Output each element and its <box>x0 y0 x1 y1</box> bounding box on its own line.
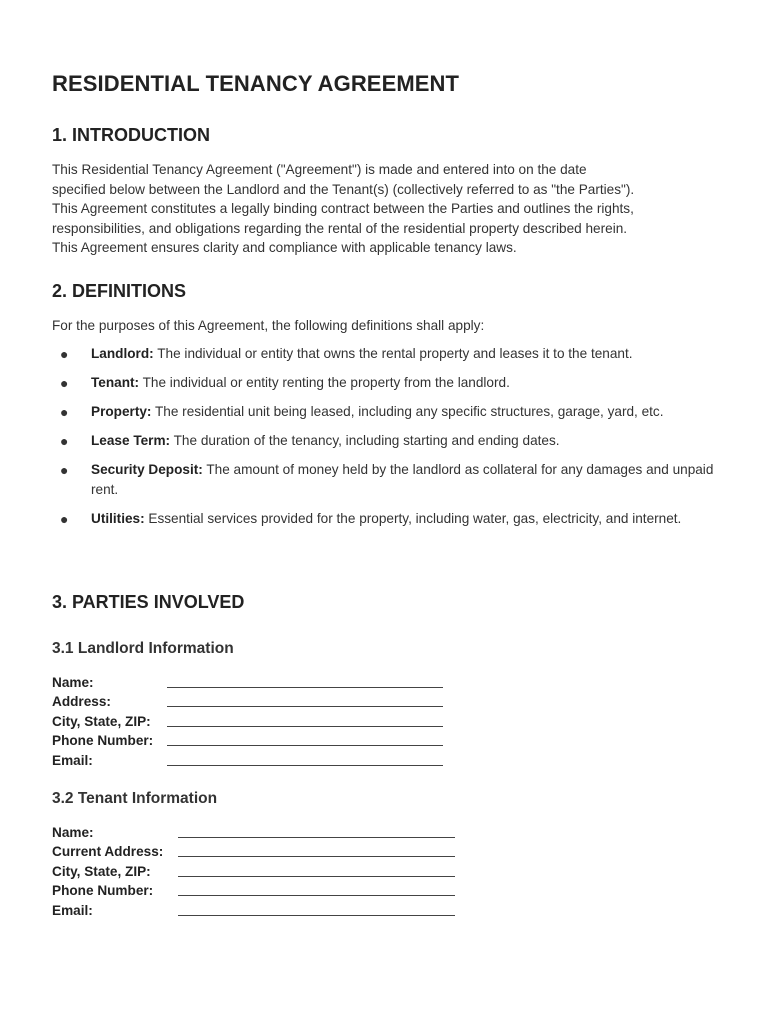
definition-term: Landlord: <box>91 346 154 361</box>
section-heading-introduction: 1. INTRODUCTION <box>52 125 211 145</box>
field-label: Current Address: <box>52 844 164 859</box>
bullet-icon: ● <box>60 375 69 392</box>
field-label: Address: <box>52 694 111 709</box>
definition-term: Property: <box>91 404 152 420</box>
definition-text: The duration of the tenancy, including starting and ending dates. <box>170 433 560 449</box>
field-label: City, State, ZIP: <box>52 863 151 879</box>
document-title: RESIDENTIAL TENANCY AGREEMENT <box>52 71 460 96</box>
definition-text: The individual or entity that owns the rental property and leases it to the tenant. <box>153 346 633 361</box>
definition-text: The individual or entity renting the property from the landlord. <box>139 375 510 391</box>
definition-term: Lease Term: <box>91 433 171 449</box>
subsection-heading-tenant: 3.2 Tenant Information <box>52 790 218 807</box>
form-row-tenant-city <box>52 859 455 879</box>
bullet-icon: ● <box>60 404 69 421</box>
definition-text: Essential services provided for the property, including water, gas, electricity, and internet. <box>144 511 682 527</box>
bullet-icon: ● <box>60 511 69 528</box>
definition-item-lease-term <box>52 431 722 451</box>
introduction-line: This Residential Tenancy Agreement ("Agreement") is made and entered into on the date <box>52 162 587 177</box>
definitions-intro: For the purposes of this Agreement, the following definitions shall apply: <box>52 318 485 333</box>
field-label: Email: <box>52 902 93 918</box>
introduction-line: This Agreement ensures clarity and compliance with applicable tenancy laws. <box>52 240 517 256</box>
landlord-phone-field[interactable] <box>167 731 443 746</box>
section-heading-parties: 3. PARTIES INVOLVED <box>52 592 245 612</box>
definition-text: The amount of money held by the landlord as collateral for any damages and unpaid rent. <box>91 462 714 497</box>
tenant-info-form <box>52 820 455 918</box>
bullet-icon: ● <box>60 433 69 450</box>
field-label: Name: <box>52 674 94 690</box>
bullet-icon: ● <box>60 462 69 479</box>
field-label: Phone Number: <box>52 733 154 748</box>
definition-text: The residential unit being leased, including any specific structures, garage, yard, etc. <box>151 404 664 420</box>
definition-item-security-deposit <box>52 460 722 499</box>
form-row-tenant-name <box>52 820 455 840</box>
definition-item-tenant <box>52 373 722 393</box>
form-row-landlord-city <box>52 709 443 729</box>
form-row-tenant-phone <box>52 879 455 899</box>
definition-item-utilities <box>52 509 722 529</box>
tenant-address-field[interactable] <box>178 842 455 857</box>
definition-term: Security Deposit: <box>91 462 203 478</box>
form-row-landlord-email <box>52 748 443 768</box>
definition-term: Utilities: <box>91 511 145 527</box>
introduction-line: specified below between the Landlord and the Tenant(s) (collectively referred to as "the Parties"). <box>52 181 635 197</box>
form-row-landlord-address <box>52 690 443 710</box>
landlord-address-field[interactable] <box>167 692 443 707</box>
bullet-icon: ● <box>60 346 69 362</box>
tenant-phone-field[interactable] <box>178 881 455 896</box>
definition-item-landlord <box>52 344 722 364</box>
introduction-paragraph <box>52 160 720 258</box>
field-label: Name: <box>52 824 94 840</box>
section-heading-definitions: 2. DEFINITIONS <box>52 281 187 301</box>
field-label: City, State, ZIP: <box>52 713 151 729</box>
tenant-email-field[interactable] <box>178 901 455 916</box>
landlord-city-field[interactable] <box>167 712 443 727</box>
field-label: Phone Number: <box>52 883 154 898</box>
definition-item-property <box>52 402 722 422</box>
tenant-name-field[interactable] <box>178 823 455 838</box>
field-label: Email: <box>52 752 93 768</box>
form-row-landlord-phone <box>52 729 443 749</box>
landlord-info-form <box>52 670 443 768</box>
definitions-list <box>52 344 722 538</box>
form-row-tenant-email <box>52 898 455 918</box>
introduction-line: responsibilities, and obligations regarding the rental of the residential property described herein. <box>52 220 628 236</box>
subsection-heading-landlord: 3.1 Landlord Information <box>52 640 234 657</box>
landlord-name-field[interactable] <box>167 673 443 688</box>
tenant-city-field[interactable] <box>178 862 455 877</box>
definition-term: Tenant: <box>91 375 140 391</box>
form-row-tenant-address <box>52 840 455 860</box>
form-row-landlord-name <box>52 670 443 690</box>
introduction-line: This Agreement constitutes a legally binding contract between the Parties and outlines the rights, <box>52 201 634 217</box>
landlord-email-field[interactable] <box>167 751 443 766</box>
